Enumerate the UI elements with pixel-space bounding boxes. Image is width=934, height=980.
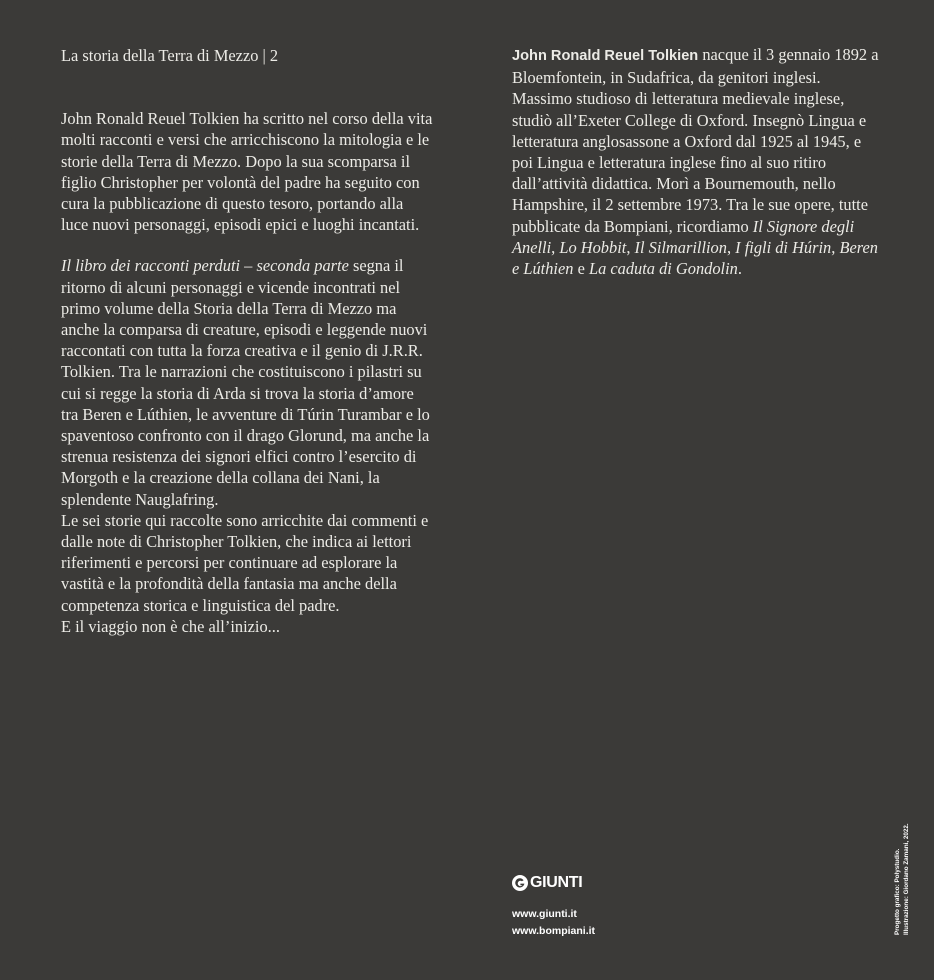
right-column [512,44,884,279]
logo-text: GIUNTI [530,874,583,891]
book-title: Il libro dei racconti perduti – seconda parte [61,256,349,276]
credit-design: Progetto grafico: Polystudio. [894,848,901,935]
commentary-paragraph: Le sei storie qui raccolte sono arricchite dai commenti e dalle note di Christopher Tolkien, che indica ai lettori riferimenti e percorsi per continuare ad esplorare la vastità e la profondità della fantasia ma anche della competenza storica e linguistica del padre. [61,510,429,615]
work-separator: , [831,237,840,257]
work-separator: , [551,237,560,257]
work-separator: , [626,237,635,257]
work-title: I figli di Húrin [735,237,832,257]
publisher-logo[interactable] [512,874,595,892]
bio-text: nacque il 3 gennaio 1892 a Bloemfontein, in Sudafrica, da genitori inglesi. Massimo studioso di letteratura medievale inglese, studiò all’Exeter College di Oxford. Insegnò Lingua e letteratura anglosassone a Oxford dal 1925 al 1945, e poi Lingua e letteratura inglese fino al suo ritiro dall’attività didattica. Morì a Bournemouth, nello Hampshire, il 2 settembre 1973. Tra le sue opere, tutte pubblicate da Bompiani, ricordiamo [512,45,879,236]
author-bio [512,44,884,279]
author-name: John Ronald Reuel Tolkien [512,48,699,64]
closing-line: E il viaggio non è che all’inizio... [61,616,280,636]
url-bompiani[interactable]: www.bompiani.it [512,925,596,937]
work-title: La caduta di Gondolin [588,259,738,279]
left-column [61,45,433,637]
series-title: La storia della Terra di Mezzo | 2 [61,46,279,65]
url-giunti[interactable]: www.giunti.it [512,908,577,920]
synopsis-text: segna il ritorno di alcuni personaggi e vicende incontrati nel primo volume della Storia della Terra di Mezzo ma anche la comparsa di creature, episodi e leggende nuovi raccontati con tutta la forza creativa e il genio di J.R.R. Tolkien. Tra le narrazioni che costituiscono i pilastri su cui si regge la storia di Arda si trova la storia d’amore tra Beren e Lúthien, le avventure di Túrin Turambar e lo spaventoso confronto con il drago Glorund, ma anche la strenua resistenza dei signori elfici contro l’esercito di Morgoth e la creazione della collana dei Nani, la splendente Nauglafring. [61,256,430,509]
synopsis-paragraph [61,255,433,509]
giunti-logo-icon [512,875,528,891]
work-title: Beren e Lúthien [512,237,878,279]
work-title: Il Silmarillion [634,237,727,257]
credit-illustration: Illustrazione: Giordano Zamani, 2022. [902,823,910,935]
intro-paragraph: John Ronald Reuel Tolkien ha scritto nel corso della vita molti racconti e versi che arricchiscono la mitologia e le storie della Terra di Mezzo. Dopo la sua scomparsa il figlio Christopher per volontà del padre ha seguito con cura la pubblicazione di questo tesoro, portando alla luce nuovi personaggi, episodi epici e luoghi incantati. [61,109,433,235]
credits [894,823,911,935]
work-separator: . [737,259,742,279]
work-separator: , [726,237,736,257]
work-separator: e [573,259,589,279]
publisher-block [512,874,595,940]
publisher-urls [512,906,595,940]
work-title: Lo Hobbit [559,237,627,257]
work-title: Il Signore degli Anelli [512,216,855,257]
